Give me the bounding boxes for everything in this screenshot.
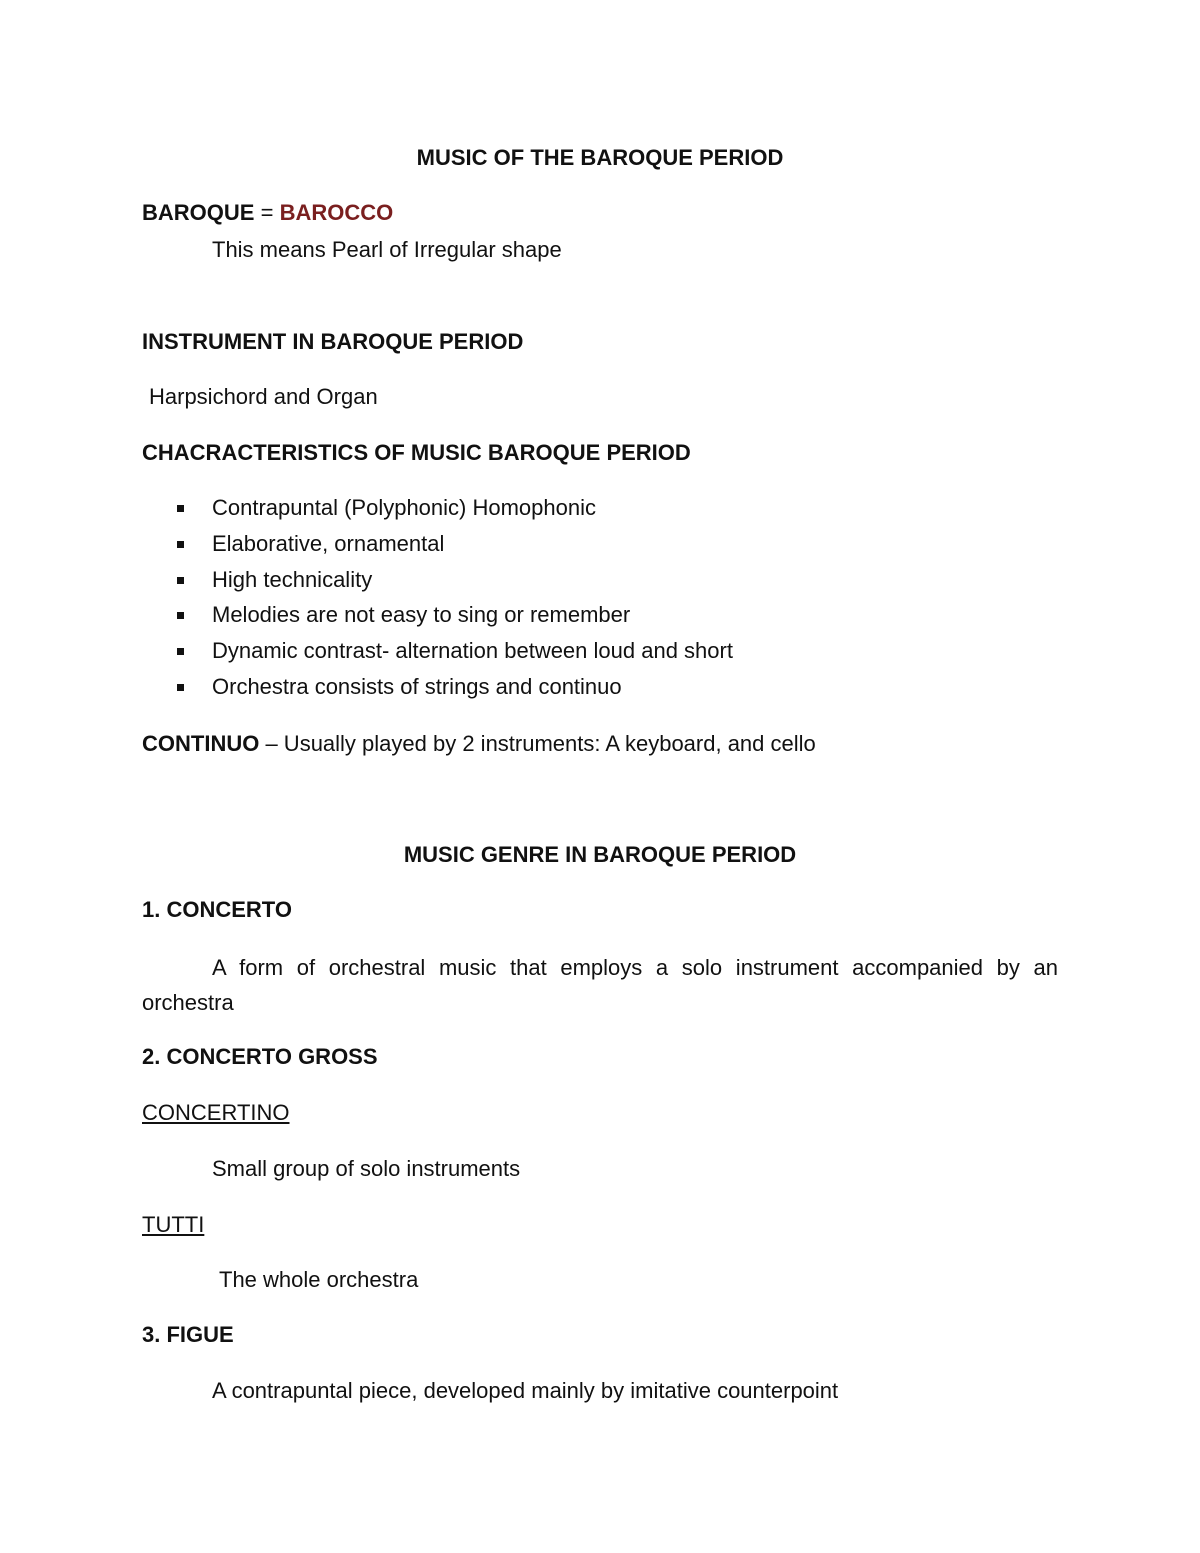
square-bullet-icon <box>177 612 184 619</box>
concertino-text: Small group of solo instruments <box>212 1156 521 1181</box>
document-page: MUSIC OF THE BAROQUE PERIOD BAROQUE = BAROCCO This means Pearl of Irregular shape INSTRUMENT IN BAROQUE PERIOD Harpsichord and Organ CHACRACTERISTICS OF MUSIC BAROQUE PERIOD Contrapuntal (Polyphonic) Homophonic Elaborative, ornamental High technicality Melodies are not easy to sing or remember Dynamic contrast- alternation between loud and short Orchestra consists of strings and continuo CONTINUO – Usually played by 2 instruments: A keyboard, and cello MUSIC GENRE IN BAROQUE PERIOD 1. CONCERTO A form of orchestral music that employs a solo instrument accompanied by an orchestra 2. CONCERTO GROSS CONCERTINO Small group of solo instruments TUTTI The whole orchestra 3. FIGUE A contrapuntal piece, developed mainly by imitative counterpoint <box>0 0 1200 1553</box>
tutti-text: The whole orchestra <box>219 1267 419 1292</box>
square-bullet-icon <box>177 648 184 655</box>
instrument-text: Harpsichord and Organ <box>149 384 378 409</box>
concerto-text: A form of orchestral music that employs a solo instrument accompanied by an orchestra <box>142 955 1058 1015</box>
concerto-heading: 1. CONCERTO <box>142 897 292 922</box>
continuo-term: CONTINUO <box>142 731 260 756</box>
figue-text: A contrapuntal piece, developed mainly by imitative counterpoint <box>212 1378 839 1403</box>
continuo-definition <box>142 731 816 757</box>
square-bullet-icon <box>177 684 184 691</box>
continuo-text: – Usually played by 2 instruments: A keyboard, and cello <box>265 731 816 756</box>
baroque-term: BAROQUE <box>142 200 255 225</box>
square-bullet-icon <box>177 505 184 512</box>
page-title: MUSIC OF THE BAROQUE PERIOD <box>416 145 784 170</box>
baroque-meaning: This means Pearl of Irregular shape <box>212 237 562 262</box>
baroque-definition <box>142 200 393 226</box>
characteristics-heading: CHACRACTERISTICS OF MUSIC BAROQUE PERIOD <box>142 440 691 465</box>
concertino-label: CONCERTINO <box>142 1100 290 1125</box>
equals-sign: = <box>260 200 274 225</box>
square-bullet-icon <box>177 577 184 584</box>
barocco-term: BAROCCO <box>279 200 394 225</box>
genre-heading: MUSIC GENRE IN BAROQUE PERIOD <box>403 842 797 867</box>
tutti-label: TUTTI <box>142 1212 205 1237</box>
concerto-gross-heading: 2. CONCERTO GROSS <box>142 1044 378 1069</box>
figue-heading: 3. FIGUE <box>142 1322 234 1347</box>
square-bullet-icon <box>177 541 184 548</box>
instrument-heading: INSTRUMENT IN BAROQUE PERIOD <box>142 329 524 354</box>
